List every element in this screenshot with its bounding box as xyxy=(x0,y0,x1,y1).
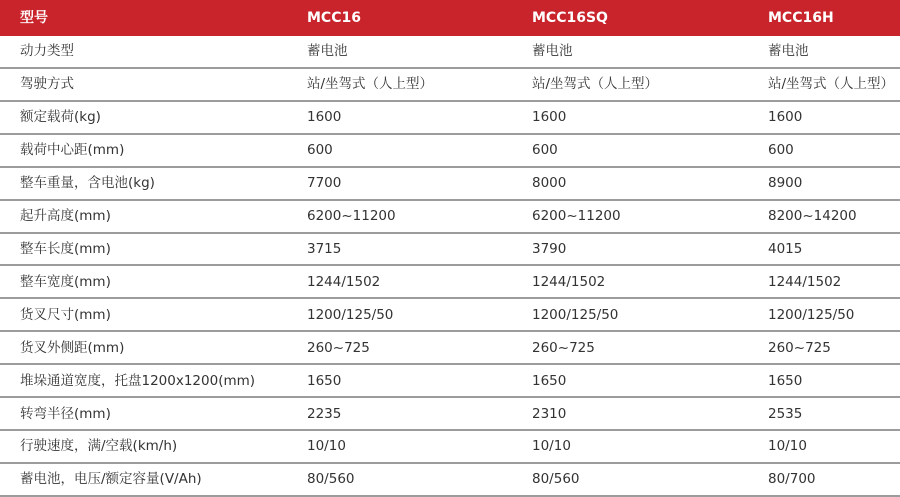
table-row-overall-length xyxy=(0,234,900,267)
spec-label: 蓄电池，电压/额定容量(V/Ah) xyxy=(20,471,202,488)
spec-value: 80/560 xyxy=(532,471,580,488)
spec-label: 转弯半径(mm) xyxy=(20,405,111,422)
spec-value: 1650 xyxy=(532,372,567,389)
spec-value: 站/坐驾式（人上型） xyxy=(307,76,434,93)
spec-value: 蓄电池 xyxy=(532,43,573,60)
table-row-lift-height xyxy=(0,201,900,234)
spec-value: 蓄电池 xyxy=(307,43,348,60)
spec-value: 600 xyxy=(307,142,333,159)
table-row-rated-load xyxy=(0,102,900,135)
header-model-label: 型号 xyxy=(20,9,48,26)
spec-value: 站/坐驾式（人上型） xyxy=(768,76,895,93)
spec-value: 260~725 xyxy=(532,339,595,356)
spec-value: 7700 xyxy=(307,175,342,192)
spec-value: 1200/125/50 xyxy=(532,306,619,323)
spec-value: 10/10 xyxy=(307,438,346,455)
spec-value: 1650 xyxy=(307,372,342,389)
table-row-turning-radius xyxy=(0,398,900,431)
spec-value: 10/10 xyxy=(768,438,807,455)
spec-value: 8200~14200 xyxy=(768,207,857,224)
spec-value: 3790 xyxy=(532,240,567,257)
spec-value: 4015 xyxy=(768,240,803,257)
spec-label: 整车长度(mm) xyxy=(20,240,111,257)
spec-value: 80/700 xyxy=(768,471,816,488)
spec-value: 10/10 xyxy=(532,438,571,455)
spec-value: 260~725 xyxy=(307,339,370,356)
spec-value: 6200~11200 xyxy=(307,207,396,224)
spec-value: 2235 xyxy=(307,405,342,422)
spec-value: 1650 xyxy=(768,372,803,389)
spec-value: 2310 xyxy=(532,405,567,422)
table-header-row xyxy=(0,0,900,36)
table-row-fork-size xyxy=(0,299,900,332)
table-row-travel-speed xyxy=(0,431,900,464)
table-row-total-weight xyxy=(0,168,900,201)
spec-label: 行驶速度，满/空载(km/h) xyxy=(20,438,178,455)
spec-label: 额定载荷(kg) xyxy=(20,109,101,126)
table-row-fork-outer-distance xyxy=(0,332,900,365)
spec-value: 1244/1502 xyxy=(532,273,606,290)
spec-value: 1600 xyxy=(307,109,342,126)
spec-label: 货叉外侧距(mm) xyxy=(20,339,125,356)
spec-value: 1200/125/50 xyxy=(768,306,855,323)
spec-label: 堆垛通道宽度，托盘1200x1200(mm) xyxy=(20,372,256,389)
spec-value: 260~725 xyxy=(768,339,831,356)
spec-value: 8000 xyxy=(532,175,567,192)
header-model-mcc16sq: MCC16SQ xyxy=(532,9,608,26)
spec-value: 1244/1502 xyxy=(307,273,381,290)
spec-value: 1600 xyxy=(532,109,567,126)
spec-value: 2535 xyxy=(768,405,803,422)
spec-label: 起升高度(mm) xyxy=(20,207,111,224)
table-row-overall-width xyxy=(0,266,900,299)
table-row-aisle-width xyxy=(0,365,900,398)
header-model-mcc16h: MCC16H xyxy=(768,9,834,26)
spec-value: 3715 xyxy=(307,240,342,257)
spec-value: 1600 xyxy=(768,109,803,126)
spec-value: 6200~11200 xyxy=(532,207,621,224)
spec-value: 600 xyxy=(532,142,558,159)
spec-label: 货叉尺寸(mm) xyxy=(20,306,111,323)
spec-label: 载荷中心距(mm) xyxy=(20,142,125,159)
spec-value: 600 xyxy=(768,142,794,159)
spec-label: 动力类型 xyxy=(20,43,74,60)
spec-label: 整车宽度(mm) xyxy=(20,273,111,290)
spec-value: 1244/1502 xyxy=(768,273,842,290)
spec-value: 蓄电池 xyxy=(768,43,809,60)
table-row-battery xyxy=(0,464,900,497)
spec-value: 8900 xyxy=(768,175,803,192)
spec-label: 整车重量，含电池(kg) xyxy=(20,175,155,192)
table-row-load-center xyxy=(0,135,900,168)
spec-value: 80/560 xyxy=(307,471,355,488)
spec-label: 驾驶方式 xyxy=(20,76,74,93)
spec-value: 1200/125/50 xyxy=(307,306,394,323)
table-row-power-type xyxy=(0,36,900,69)
header-model-mcc16: MCC16 xyxy=(307,9,361,26)
table-row-driving-mode xyxy=(0,69,900,102)
spec-value: 站/坐驾式（人上型） xyxy=(532,76,659,93)
